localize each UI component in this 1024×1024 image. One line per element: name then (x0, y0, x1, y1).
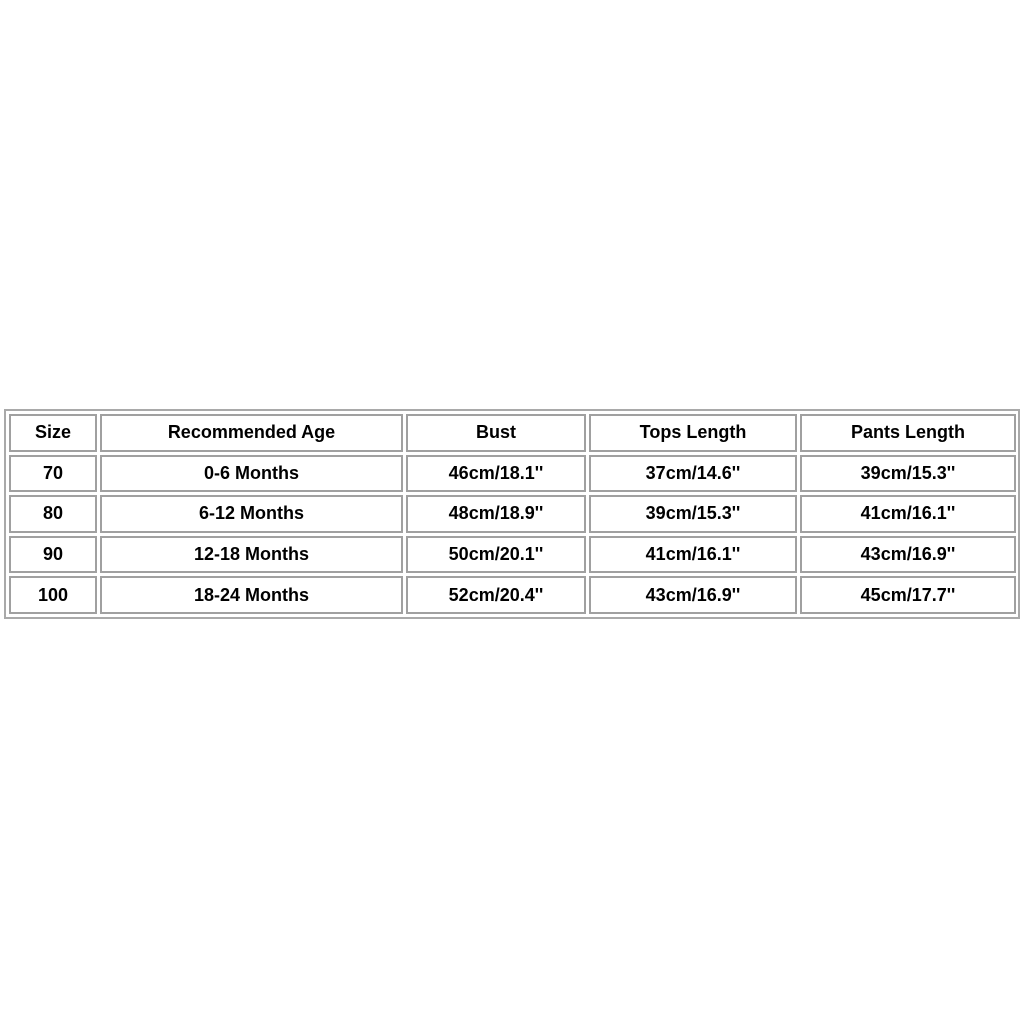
cell-recommended-age: 0-6 Months (100, 455, 403, 493)
cell-pants-length: 43cm/16.9'' (800, 536, 1016, 574)
table-row (9, 576, 1016, 614)
cell-tops-length: 41cm/16.1'' (589, 536, 797, 574)
table-row (9, 536, 1016, 574)
cell-tops-length: 43cm/16.9'' (589, 576, 797, 614)
cell-bust: 52cm/20.4'' (406, 576, 586, 614)
cell-tops-length: 39cm/15.3'' (589, 495, 797, 533)
cell-recommended-age: 6-12 Months (100, 495, 403, 533)
cell-size: 100 (9, 576, 97, 614)
header-bust: Bust (406, 414, 586, 452)
size-chart-table (6, 411, 1019, 617)
cell-size: 70 (9, 455, 97, 493)
size-chart-frame (4, 409, 1020, 619)
header-pants-length: Pants Length (800, 414, 1016, 452)
cell-tops-length: 37cm/14.6'' (589, 455, 797, 493)
table-row (9, 455, 1016, 493)
header-tops-length: Tops Length (589, 414, 797, 452)
cell-pants-length: 45cm/17.7'' (800, 576, 1016, 614)
header-row (9, 414, 1016, 452)
cell-bust: 46cm/18.1'' (406, 455, 586, 493)
cell-bust: 50cm/20.1'' (406, 536, 586, 574)
cell-recommended-age: 12-18 Months (100, 536, 403, 574)
header-size: Size (9, 414, 97, 452)
cell-bust: 48cm/18.9'' (406, 495, 586, 533)
cell-size: 90 (9, 536, 97, 574)
header-recommended-age: Recommended Age (100, 414, 403, 452)
cell-pants-length: 41cm/16.1'' (800, 495, 1016, 533)
cell-pants-length: 39cm/15.3'' (800, 455, 1016, 493)
cell-size: 80 (9, 495, 97, 533)
table-row (9, 495, 1016, 533)
cell-recommended-age: 18-24 Months (100, 576, 403, 614)
